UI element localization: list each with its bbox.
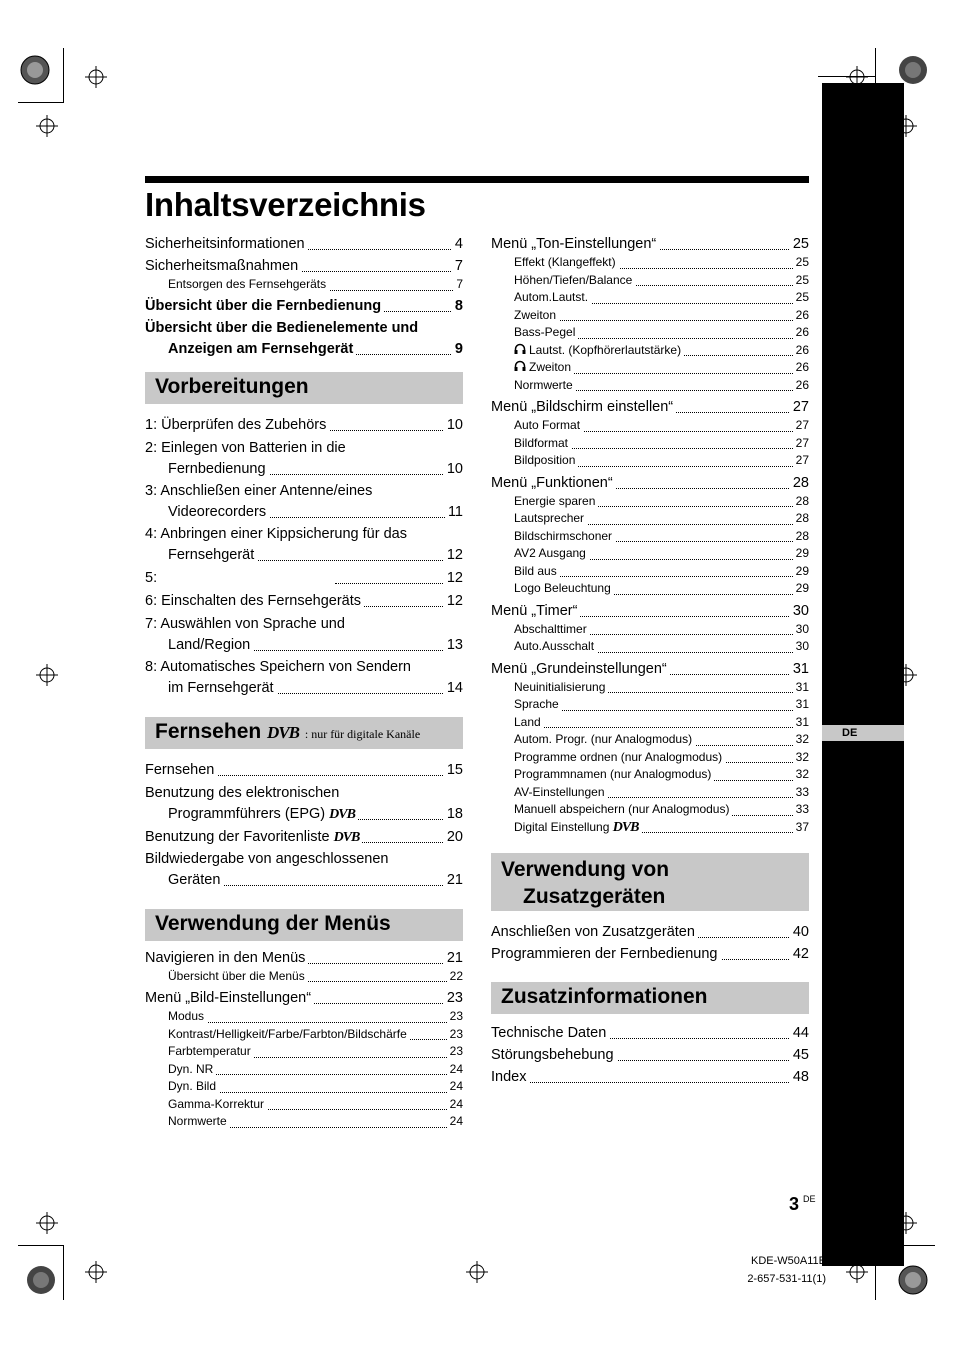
toc-entry[interactable]: Land/Region 13 bbox=[168, 636, 463, 653]
registration-mark-icon bbox=[85, 1261, 107, 1283]
toc-subentry[interactable]: Entsorgen des Fernsehgeräts 7 bbox=[168, 276, 463, 294]
right-column bbox=[491, 235, 809, 1087]
toc-entry-line: Bildwiedergabe von angeschlossenen bbox=[145, 850, 389, 867]
toc-entry-line: 2: Einlegen von Batterien in die bbox=[145, 439, 346, 456]
toc-entry[interactable]: Programmieren der Fernbedienung 42 bbox=[491, 946, 809, 962]
page-number-suffix: DE bbox=[803, 1194, 816, 1204]
page-number bbox=[789, 1194, 816, 1215]
toc-subentry[interactable]: Abschalttimer 30 bbox=[514, 621, 809, 639]
toc-subentry[interactable]: Logo Beleuchtung 29 bbox=[514, 580, 809, 598]
headphones-icon bbox=[514, 360, 526, 372]
toc-subentry[interactable]: Zweiton 26 bbox=[514, 359, 809, 377]
toc-subentry[interactable]: Dyn. NR 24 bbox=[168, 1061, 463, 1079]
section-heading-menus: Verwendung der Menüs bbox=[145, 909, 463, 941]
section-heading-zusatzgeraete bbox=[491, 853, 809, 911]
color-target-icon bbox=[20, 55, 50, 85]
toc-subentry[interactable]: Bild aus 29 bbox=[514, 563, 809, 581]
registration-mark-icon bbox=[85, 66, 107, 88]
color-target-icon bbox=[26, 1265, 56, 1295]
toc-entry[interactable]: Übersicht über die Fernbedienung 8 bbox=[145, 297, 463, 314]
toc-subentry[interactable]: Höhen/Tiefen/Balance 25 bbox=[514, 272, 809, 290]
toc-subentry[interactable]: Effekt (Klangeffekt) 25 bbox=[514, 254, 809, 272]
toc-subentry[interactable]: Übersicht über die Menüs 22 bbox=[168, 968, 463, 986]
toc-subentry[interactable]: Normwerte 26 bbox=[514, 377, 809, 395]
registration-mark-icon bbox=[36, 664, 58, 686]
toc-entry[interactable]: Menü „Bildschirm einstellen“ 27 bbox=[491, 399, 809, 415]
crop-mark bbox=[63, 48, 64, 103]
toc-entry[interactable]: Störungsbehebung 45 bbox=[491, 1047, 809, 1063]
toc-entry-line: Benutzung des elektronischen bbox=[145, 784, 340, 801]
toc-subentry[interactable]: Bass-Pegel 26 bbox=[514, 324, 809, 342]
toc-entry[interactable]: Technische Daten 44 bbox=[491, 1025, 809, 1041]
section-title: Fernsehen bbox=[155, 719, 262, 743]
toc-subentry[interactable]: AV-Einstellungen 33 bbox=[514, 784, 809, 802]
toc-subentry[interactable]: Programmnamen (nur Analogmodus) 32 bbox=[514, 766, 809, 784]
toc-entry[interactable]: Fernbedienung 10 bbox=[168, 460, 463, 477]
section-title-line: Zusatzgeräten bbox=[523, 885, 666, 908]
toc-entry[interactable]: Sicherheitsinformationen 4 bbox=[145, 236, 463, 252]
toc-subentry[interactable]: Zweiton 26 bbox=[514, 307, 809, 325]
toc-subentry[interactable]: Digital Einstellung DVB 37 bbox=[514, 819, 809, 835]
crop-mark bbox=[18, 102, 64, 103]
toc-subentry[interactable]: Farbtemperatur 23 bbox=[168, 1043, 463, 1061]
crop-mark bbox=[875, 48, 876, 84]
crop-mark bbox=[63, 1245, 64, 1300]
page-number-value: 3 bbox=[789, 1194, 800, 1214]
toc-subentry[interactable]: AV2 Ausgang 29 bbox=[514, 545, 809, 563]
toc-subentry[interactable]: Normwerte 24 bbox=[168, 1113, 463, 1131]
toc-entry[interactable]: 6: Einschalten des Fernsehgeräts 12 bbox=[145, 592, 463, 609]
toc-subentry[interactable]: Programme ordnen (nur Analogmodus) 32 bbox=[514, 749, 809, 767]
registration-mark-icon bbox=[36, 115, 58, 137]
toc-entry[interactable]: Navigieren in den Menüs 21 bbox=[145, 949, 463, 966]
section-title-line: Verwendung von bbox=[501, 858, 670, 881]
toc-entry[interactable]: 1: Überprüfen des Zubehörs 10 bbox=[145, 416, 463, 433]
color-target-icon bbox=[898, 55, 928, 85]
toc-subentry[interactable]: Auto.Ausschalt 30 bbox=[514, 638, 809, 656]
toc-subentry[interactable]: Sprache 31 bbox=[514, 696, 809, 714]
toc-subentry[interactable]: Auto Format 27 bbox=[514, 417, 809, 435]
toc-subentry[interactable]: Bildformat 27 bbox=[514, 435, 809, 453]
toc-subentry[interactable]: Land 31 bbox=[514, 714, 809, 732]
toc-entry-line: Übersicht über die Bedienelemente und bbox=[145, 319, 419, 336]
toc-entry[interactable]: Menü „Timer“ 30 bbox=[491, 602, 809, 619]
dvb-logo-icon: DVB bbox=[612, 819, 639, 835]
toc-entry-text: Benutzung der Favoritenliste bbox=[145, 828, 330, 845]
toc-entry[interactable]: Programmführers (EPG) DVB 18 bbox=[168, 805, 463, 822]
toc-entry-line: 8: Automatisches Speichern von Sendern bbox=[145, 658, 411, 675]
toc-entry-text: Lautst. (Kopfhörerlautstärke) bbox=[529, 342, 682, 357]
toc-entry[interactable]: Menü „Grundeinstellungen“ 31 bbox=[491, 660, 809, 677]
headphones-icon bbox=[514, 343, 526, 355]
title-rule bbox=[145, 176, 809, 183]
document-code: 2-657-531-11(1) bbox=[747, 1273, 826, 1285]
toc-entry[interactable]: Menü „Bild-Einstellungen“ 23 bbox=[145, 990, 463, 1006]
toc-subentry[interactable]: Manuell abspeichern (nur Analogmodus) 33 bbox=[514, 801, 809, 819]
toc-subentry[interactable]: Gamma-Korrektur 24 bbox=[168, 1096, 463, 1114]
left-column bbox=[145, 235, 463, 1131]
toc-subentry[interactable]: Lautsprecher 28 bbox=[514, 510, 809, 528]
toc-entry[interactable]: Fernsehgerät 12 bbox=[168, 546, 463, 563]
toc-entry[interactable]: Menü „Funktionen“ 28 bbox=[491, 474, 809, 491]
section-heading-zusatzinformationen: Zusatzinformationen bbox=[491, 982, 809, 1014]
toc-entry[interactable]: Videorecorders 11 bbox=[168, 503, 463, 520]
toc-entry-line: 4: Anbringen einer Kippsicherung für das bbox=[145, 525, 407, 542]
registration-mark-icon bbox=[466, 1261, 488, 1283]
page-title: Inhaltsverzeichnis bbox=[145, 186, 426, 223]
toc-entry[interactable]: Geräten 21 bbox=[168, 871, 463, 888]
color-target-icon bbox=[898, 1265, 928, 1295]
toc-subentry[interactable]: Autom. Progr. (nur Analogmodus) 32 bbox=[514, 731, 809, 749]
section-heading-vorbereitungen: Vorbereitungen bbox=[145, 372, 463, 404]
toc-subentry[interactable]: Modus 23 bbox=[168, 1008, 463, 1026]
model-number: KDE-W50A11E bbox=[751, 1255, 826, 1267]
toc-entry[interactable]: Anzeigen am Fernsehgerät 9 bbox=[168, 340, 463, 357]
toc-subentry[interactable]: Kontrast/Helligkeit/Farbe/Farbton/Bildschärfe 23 bbox=[168, 1026, 463, 1044]
registration-mark-icon bbox=[36, 1212, 58, 1234]
toc-entry[interactable]: 5: 12 bbox=[145, 569, 463, 586]
toc-entry[interactable]: Menü „Ton-Einstellungen“ 25 bbox=[491, 236, 809, 252]
side-black-bar bbox=[822, 83, 904, 1266]
toc-subentry[interactable]: Bildschirmschoner 28 bbox=[514, 528, 809, 546]
section-heading-fernsehen bbox=[145, 717, 463, 749]
toc-subentry[interactable]: Energie sparen 28 bbox=[514, 493, 809, 511]
toc-entry-text: Digital Einstellung bbox=[514, 819, 610, 834]
toc-entry-line: 3: Anschließen einer Antenne/eines bbox=[145, 482, 373, 499]
toc-entry[interactable]: Fernsehen 15 bbox=[145, 761, 463, 778]
toc-entry[interactable]: im Fernsehgerät 14 bbox=[168, 679, 463, 696]
section-note: : nur für digitale Kanäle bbox=[304, 726, 421, 741]
dvb-logo-icon: DVB bbox=[267, 722, 300, 742]
toc-entry[interactable]: Benutzung der Favoritenliste DVB 20 bbox=[145, 828, 463, 845]
toc-subentry[interactable]: Lautst. (Kopfhörerlautstärke) 26 bbox=[514, 342, 809, 360]
toc-entry[interactable]: Index 48 bbox=[491, 1069, 809, 1085]
toc-entry-line: 7: Auswählen von Sprache und bbox=[145, 615, 345, 632]
toc-entry[interactable]: Anschließen von Zusatzgeräten 40 bbox=[491, 924, 809, 940]
toc-subentry[interactable]: Bildposition 27 bbox=[514, 452, 809, 470]
toc-subentry[interactable]: Autom.Lautst. 25 bbox=[514, 289, 809, 307]
toc-entry-text: Zweiton bbox=[529, 360, 572, 374]
dvb-logo-icon: DVB bbox=[329, 806, 355, 822]
toc-entry-text: Programmführers (EPG) bbox=[168, 805, 326, 822]
toc-subentry[interactable]: Neuinitialisierung 31 bbox=[514, 679, 809, 697]
dvb-logo-icon: DVB bbox=[333, 829, 360, 845]
toc-entry[interactable]: Sicherheitsmaßnahmen 7 bbox=[145, 258, 463, 274]
language-tab: DE bbox=[822, 725, 904, 741]
crop-mark bbox=[18, 1245, 64, 1246]
toc-subentry[interactable]: Dyn. Bild 24 bbox=[168, 1078, 463, 1096]
